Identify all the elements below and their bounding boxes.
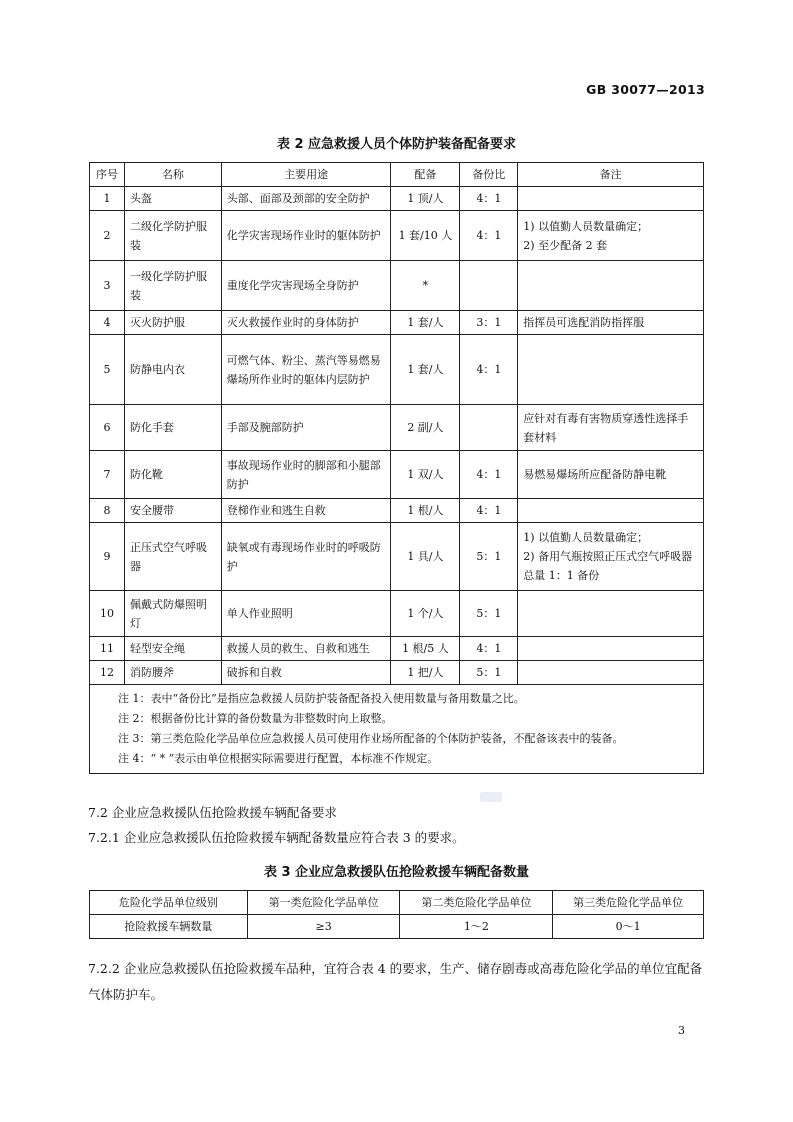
notes-row [90, 685, 704, 774]
remark-line: 1) 以值勤人员数量确定； [523, 531, 649, 544]
header-cell: 配备 [391, 163, 460, 187]
equipment-quantity: 1 套/人 [391, 311, 460, 335]
row-number: 10 [90, 591, 125, 637]
header-cell: 主要用途 [221, 163, 391, 187]
equipment-use: 事故现场作业时的脚部和小腿部防护 [221, 451, 391, 499]
value-cell: 1～2 [400, 915, 553, 939]
equipment-quantity: 1 个/人 [391, 591, 460, 637]
table-row [90, 451, 704, 499]
remarks-cell [518, 499, 704, 523]
equipment-quantity: 1 具/人 [391, 523, 460, 591]
table-row [90, 211, 704, 261]
equipment-use: 登梯作业和逃生自救 [221, 499, 391, 523]
equipment-quantity: 1 双/人 [391, 451, 460, 499]
remarks-cell [518, 523, 704, 591]
header-cell: 备注 [518, 163, 704, 187]
equipment-quantity: 1 套/人 [391, 335, 460, 405]
remarks-cell [518, 451, 704, 499]
remarks-cell [518, 637, 704, 661]
remark-line: 易燃易爆场所应配备防静电靴 [523, 468, 667, 481]
equipment-name: 二级化学防护服装 [124, 211, 221, 261]
equipment-use: 缺氧或有毒现场作业时的呼吸防护 [221, 523, 391, 591]
row-number: 12 [90, 661, 125, 685]
equipment-quantity: 1 根/人 [391, 499, 460, 523]
table-header-row [90, 163, 704, 187]
backup-ratio: 4：1 [460, 637, 518, 661]
row-number: 11 [90, 637, 125, 661]
remarks-cell [518, 211, 704, 261]
table-row [90, 261, 704, 311]
equipment-name: 佩戴式防爆照明灯 [124, 591, 221, 637]
equipment-use: 破拆和自救 [221, 661, 391, 685]
remarks-cell [518, 187, 704, 211]
table-row [90, 187, 704, 211]
equipment-table [89, 162, 704, 774]
remarks-cell [518, 261, 704, 311]
equipment-quantity: 1 顶/人 [391, 187, 460, 211]
table-row [90, 915, 704, 939]
equipment-use: 单人作业照明 [221, 591, 391, 637]
equipment-use: 手部及腕部防护 [221, 405, 391, 451]
equipment-use: 救援人员的救生、自救和逃生 [221, 637, 391, 661]
clause-7-2-2: 7.2.2 企业应急救援队伍抢险救援车品种，宜符合表 4 的要求，生产、储存剧毒或高毒危险化学品的单位宜配备气体防护车。 [88, 961, 703, 1002]
header-cell: 危险化学品单位级别 [90, 891, 248, 915]
equipment-use: 可燃气体、粉尘、蒸汽等易燃易爆场所作业时的躯体内层防护 [221, 335, 391, 405]
remarks-cell [518, 591, 704, 637]
note-2: 注 2：根据备份比计算的备份数量为非整数时向上取整。 [118, 712, 393, 725]
remark-line: 1) 以值勤人员数量确定； [523, 219, 649, 233]
equipment-use: 头部、面部及颈部的安全防护 [221, 187, 391, 211]
table2-caption: 表 2 应急救援人员个体防护装备配备要求 [276, 137, 517, 152]
header-cell: 名称 [124, 163, 221, 187]
clause-7-2-1: 7.2.1 企业应急救援队伍抢险救援车辆配备数量应符合表 3 的要求。 [88, 830, 465, 845]
page-number: 3 [678, 1024, 685, 1037]
remarks-cell [518, 335, 704, 405]
equipment-name: 轻型安全绳 [124, 637, 221, 661]
table-row [90, 661, 704, 685]
row-number: 1 [90, 187, 125, 211]
backup-ratio: 3：1 [460, 311, 518, 335]
equipment-use: 灭火救援作业时的身体防护 [221, 311, 391, 335]
equipment-name: 安全腰带 [124, 499, 221, 523]
row-number: 9 [90, 523, 125, 591]
backup-ratio [460, 405, 518, 451]
table-row [90, 405, 704, 451]
table-row [90, 523, 704, 591]
row-number: 7 [90, 451, 125, 499]
row-number: 2 [90, 211, 125, 261]
backup-ratio: 4：1 [460, 211, 518, 261]
row-number: 8 [90, 499, 125, 523]
table-row [90, 499, 704, 523]
watermark-stamp [480, 792, 502, 802]
header-cell: 第一类危险化学品单位 [247, 891, 400, 915]
equipment-name: 防静电内衣 [124, 335, 221, 405]
equipment-use: 重度化学灾害现场全身防护 [221, 261, 391, 311]
row-label: 抢险救援车辆数量 [90, 915, 248, 939]
table-row [90, 591, 704, 637]
standard-code: GB 30077—2013 [586, 82, 705, 97]
backup-ratio: 4：1 [460, 451, 518, 499]
row-number: 3 [90, 261, 125, 311]
equipment-quantity: 2 副/人 [391, 405, 460, 451]
remarks-cell [518, 405, 704, 451]
remark-line: 指挥员可选配消防指挥服 [523, 316, 645, 329]
equipment-use: 化学灾害现场作业时的躯体防护 [221, 211, 391, 261]
equipment-name: 消防腰斧 [124, 661, 221, 685]
header-cell: 第三类危险化学品单位 [553, 891, 704, 915]
backup-ratio: 5：1 [460, 591, 518, 637]
header-cell: 序号 [90, 163, 125, 187]
note-4: 注 4：“ * ”表示由单位根据实际需要进行配置，本标准不作规定。 [118, 752, 439, 765]
value-cell: 0～1 [553, 915, 704, 939]
remark-line: 2) 至少配备 2 套 [523, 238, 608, 252]
backup-ratio: 4：1 [460, 187, 518, 211]
backup-ratio: 5：1 [460, 661, 518, 685]
row-number: 4 [90, 311, 125, 335]
note-1: 注 1：表中“备份比”是指应急救援人员防护装备配备投入使用数量与备用数量之比。 [118, 692, 525, 705]
vehicle-table [89, 890, 704, 939]
equipment-quantity: * [391, 261, 460, 311]
remark-line: 2) 备用气瓶按照正压式空气呼吸器总量 1：1 备份 [523, 550, 693, 582]
table-row [90, 335, 704, 405]
backup-ratio: 4：1 [460, 499, 518, 523]
backup-ratio: 5：1 [460, 523, 518, 591]
equipment-quantity: 1 把/人 [391, 661, 460, 685]
remark-line: 应针对有毒有害物质穿透性选择手套材料 [523, 411, 689, 444]
header-cell: 备份比 [460, 163, 518, 187]
equipment-quantity: 1 套/10 人 [391, 211, 460, 261]
table-row [90, 311, 704, 335]
equipment-quantity: 1 根/5 人 [391, 637, 460, 661]
notes-cell [90, 685, 704, 774]
equipment-name: 一级化学防护服装 [124, 261, 221, 311]
equipment-name: 防化手套 [124, 405, 221, 451]
value-cell: ≥3 [247, 915, 400, 939]
equipment-name: 正压式空气呼吸器 [124, 523, 221, 591]
section-heading-7-2: 7.2 企业应急救援队伍抢险救援车辆配备要求 [88, 805, 337, 820]
backup-ratio: 4：1 [460, 335, 518, 405]
row-number: 5 [90, 335, 125, 405]
equipment-name: 防化靴 [124, 451, 221, 499]
table3-caption: 表 3 企业应急救援队伍抢险救援车辆配备数量 [263, 865, 530, 880]
remarks-cell [518, 661, 704, 685]
row-number: 6 [90, 405, 125, 451]
remarks-cell [518, 311, 704, 335]
header-cell: 第二类危险化学品单位 [400, 891, 553, 915]
equipment-name: 头盔 [124, 187, 221, 211]
note-3: 注 3：第三类危险化学品单位应急救援人员可使用作业场所配备的个体防护装备，不配备该表中的装备。 [118, 732, 624, 745]
table-row [90, 637, 704, 661]
table-header-row [90, 891, 704, 915]
backup-ratio [460, 261, 518, 311]
equipment-name: 灭火防护服 [124, 311, 221, 335]
